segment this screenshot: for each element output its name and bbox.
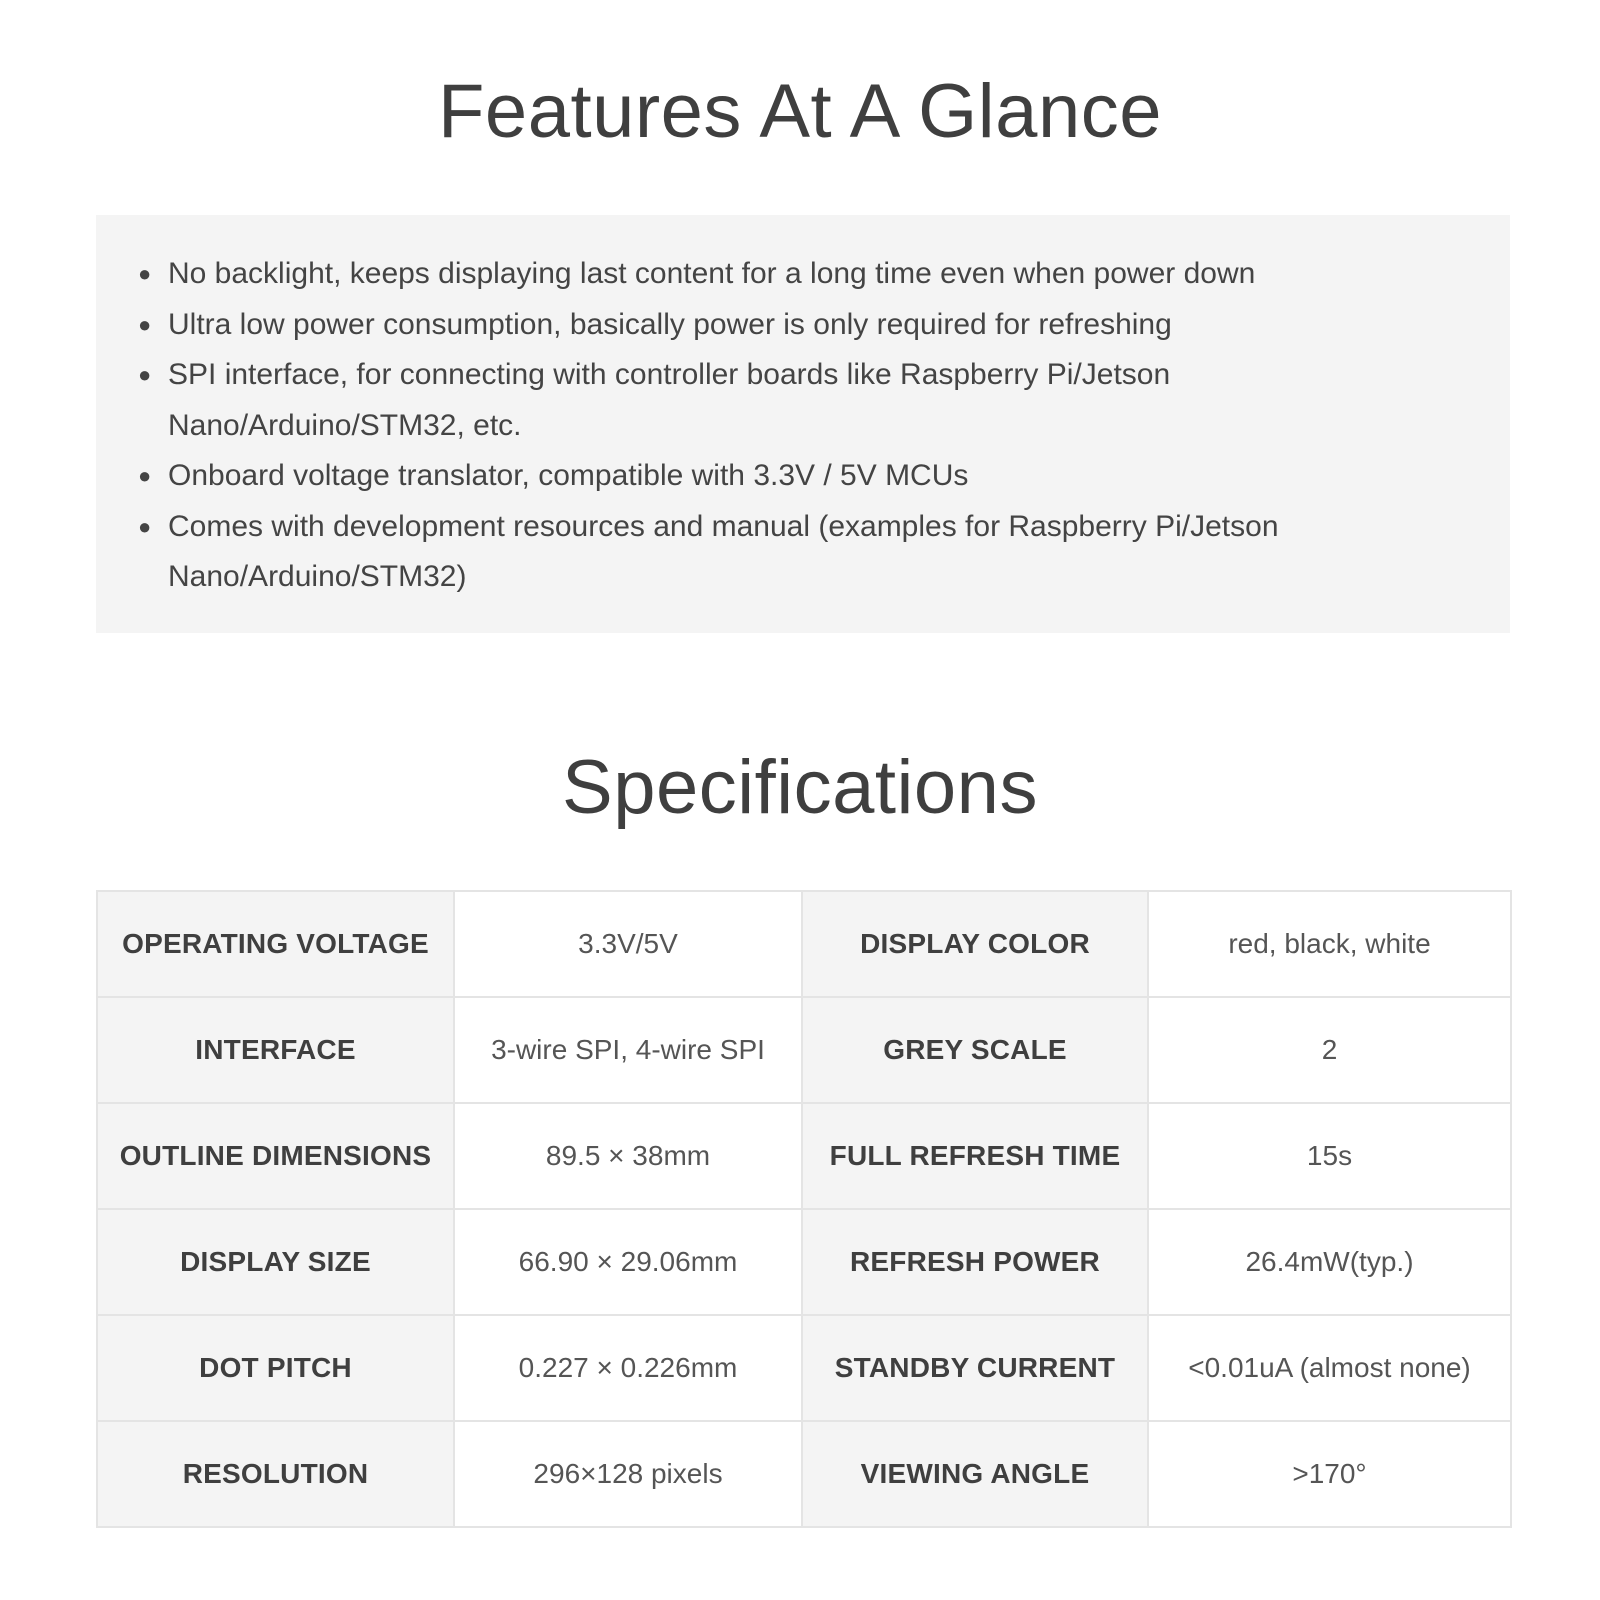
bullet-icon: ● (138, 261, 152, 286)
spec-label: REFRESH POWER (802, 1209, 1148, 1315)
feature-text: Comes with development resources and manual (examples for Raspberry Pi/Jetson Nano/Arduino/STM32) (168, 509, 1279, 593)
spec-label: GREY SCALE (802, 997, 1148, 1103)
spec-value: red, black, white (1148, 891, 1511, 997)
spec-label: OUTLINE DIMENSIONS (97, 1103, 454, 1209)
spec-value: 89.5 × 38mm (454, 1103, 802, 1209)
spec-value: 3.3V/5V (454, 891, 802, 997)
feature-item (138, 350, 1470, 451)
table-row (97, 891, 1511, 997)
spec-value: 26.4mW(typ.) (1148, 1209, 1511, 1315)
bullet-icon: ● (138, 463, 152, 488)
spec-value: >170° (1148, 1421, 1511, 1527)
table-row (97, 1103, 1511, 1209)
feature-text: Ultra low power consumption, basically power is only required for refreshing (168, 307, 1172, 341)
bullet-icon: ● (138, 311, 152, 337)
spec-label: RESOLUTION (97, 1421, 454, 1527)
feature-item (138, 249, 1470, 300)
spec-value: 2 (1148, 997, 1511, 1103)
spec-label: OPERATING VOLTAGE (97, 891, 454, 997)
feature-text: No backlight, keeps displaying last content for a long time even when power down (168, 257, 1256, 290)
table-row (97, 1209, 1511, 1315)
spec-label: DISPLAY SIZE (97, 1209, 454, 1315)
feature-item (138, 300, 1470, 351)
spec-value: 296×128 pixels (454, 1421, 802, 1527)
features-title: Features At A Glance (438, 69, 1162, 154)
table-row (97, 997, 1511, 1103)
specifications-title: Specifications (562, 745, 1038, 830)
spec-label: DISPLAY COLOR (802, 891, 1148, 997)
table-row (97, 1421, 1511, 1527)
spec-value: 3-wire SPI, 4-wire SPI (454, 997, 802, 1103)
spec-value: <0.01uA (almost none) (1148, 1315, 1511, 1421)
table-row (97, 1315, 1511, 1421)
spec-label: DOT PITCH (97, 1315, 454, 1421)
bullet-icon: ● (138, 513, 152, 539)
spec-value: 15s (1148, 1103, 1511, 1209)
spec-label: VIEWING ANGLE (802, 1421, 1148, 1527)
features-panel (96, 215, 1510, 633)
specifications-table (96, 890, 1512, 1528)
features-list (96, 249, 1470, 603)
feature-item (138, 502, 1470, 603)
feature-text: SPI interface, for connecting with controller boards like Raspberry Pi/Jetson Nano/Arduino/STM32, etc. (168, 358, 1171, 442)
spec-label: STANDBY CURRENT (802, 1315, 1148, 1421)
bullet-icon: ● (138, 362, 152, 387)
spec-value: 66.90 × 29.06mm (454, 1209, 802, 1315)
spec-label: INTERFACE (97, 997, 454, 1103)
feature-text: Onboard voltage translator, compatible with 3.3V / 5V MCUs (168, 459, 969, 492)
spec-value: 0.227 × 0.226mm (454, 1315, 802, 1421)
spec-label: FULL REFRESH TIME (802, 1103, 1148, 1209)
feature-item (138, 451, 1470, 502)
